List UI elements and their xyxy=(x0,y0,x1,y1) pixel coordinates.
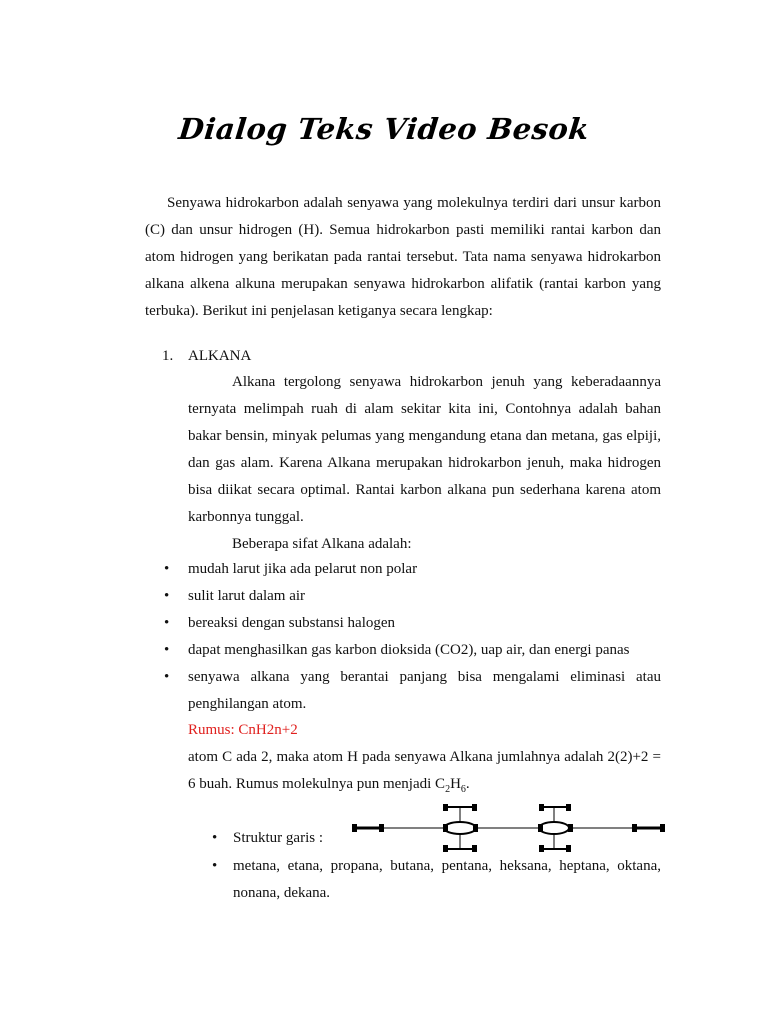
examples-list: • metana, etana, propana, butana, pentana, heksana, heptana, oktana, nonana, dekana. xyxy=(233,853,661,907)
sifat-item: • mudah larut jika ada pelarut non polar xyxy=(188,556,661,583)
intro-paragraph: Senyawa hidrokarbon adalah senyawa yang molekulnya terdiri dari unsur karbon (C) dan unsur hidrogen (H). Semua hidrokarbon pasti memiliki rantai karbon dan atom hidrogen yang berikatan pada rantai tersebut. Tata nama senyawa hidrokarbon alkana alkena alkuna merupakan senyawa hidrokarbon alifatik (rantai karbon yang terbuka). Berikut ini penjelasan ketiganya secara lengkap: xyxy=(145,195,661,319)
sifat-item: • bereaksi dengan substansi halogen xyxy=(188,610,661,637)
carbon-node-1 xyxy=(443,804,478,852)
struktur-label: • Struktur garis : xyxy=(233,825,661,852)
sifat-item: • sulit larut dalam air xyxy=(188,583,661,610)
sifat-item: • senyawa alkana yang berantai panjang bisa mengalami eliminasi atau penghilangan atom. xyxy=(188,664,661,718)
carbon-node-2 xyxy=(538,804,573,852)
alkana-paragraph: Alkana tergolong senyawa hidrokarbon jenuh yang keberadaannya ternyata melimpah ruah di alam sekitar kita ini, Contohnya adalah bahan bakar bensin, minyak pelumas yang mengandung etana dan metana, gas elpiji, dan gas alam. Karena Alkana merupakan hidrokarbon jenuh, maka hidrogen bisa diikat secara optimal. Rantai karbon alkana pun sederhana karena atom karbonnya tunggal. xyxy=(188,374,661,525)
sifat-item: • dapat menghasilkan gas karbon dioksida (CO2), uap air, dan energi panas xyxy=(188,637,661,664)
page-title: Dialog Teks Video Besok xyxy=(177,112,591,146)
subscript-h: 6 xyxy=(460,784,466,795)
explanation-end: . xyxy=(465,776,470,792)
section-heading xyxy=(162,343,251,370)
section-title: ALKANA xyxy=(188,348,252,364)
subscript-c: 2 xyxy=(445,784,451,795)
end-carbon-right xyxy=(632,824,665,832)
explanation-h: H xyxy=(450,776,461,792)
explanation-text: atom C ada 2, maka atom H pada senyawa Alkana jumlahnya adalah 2(2)+2 = 6 buah. Rumus molekulnya pun menjadi C xyxy=(188,749,661,792)
end-carbon-left xyxy=(352,824,384,832)
formula-explanation xyxy=(188,744,661,803)
structure-diagram xyxy=(350,800,668,856)
section-number: 1. xyxy=(162,348,174,364)
rumus-formula: Rumus: CnH2n+2 xyxy=(188,722,298,738)
sifat-intro: Beberapa sifat Alkana adalah: xyxy=(232,536,412,552)
